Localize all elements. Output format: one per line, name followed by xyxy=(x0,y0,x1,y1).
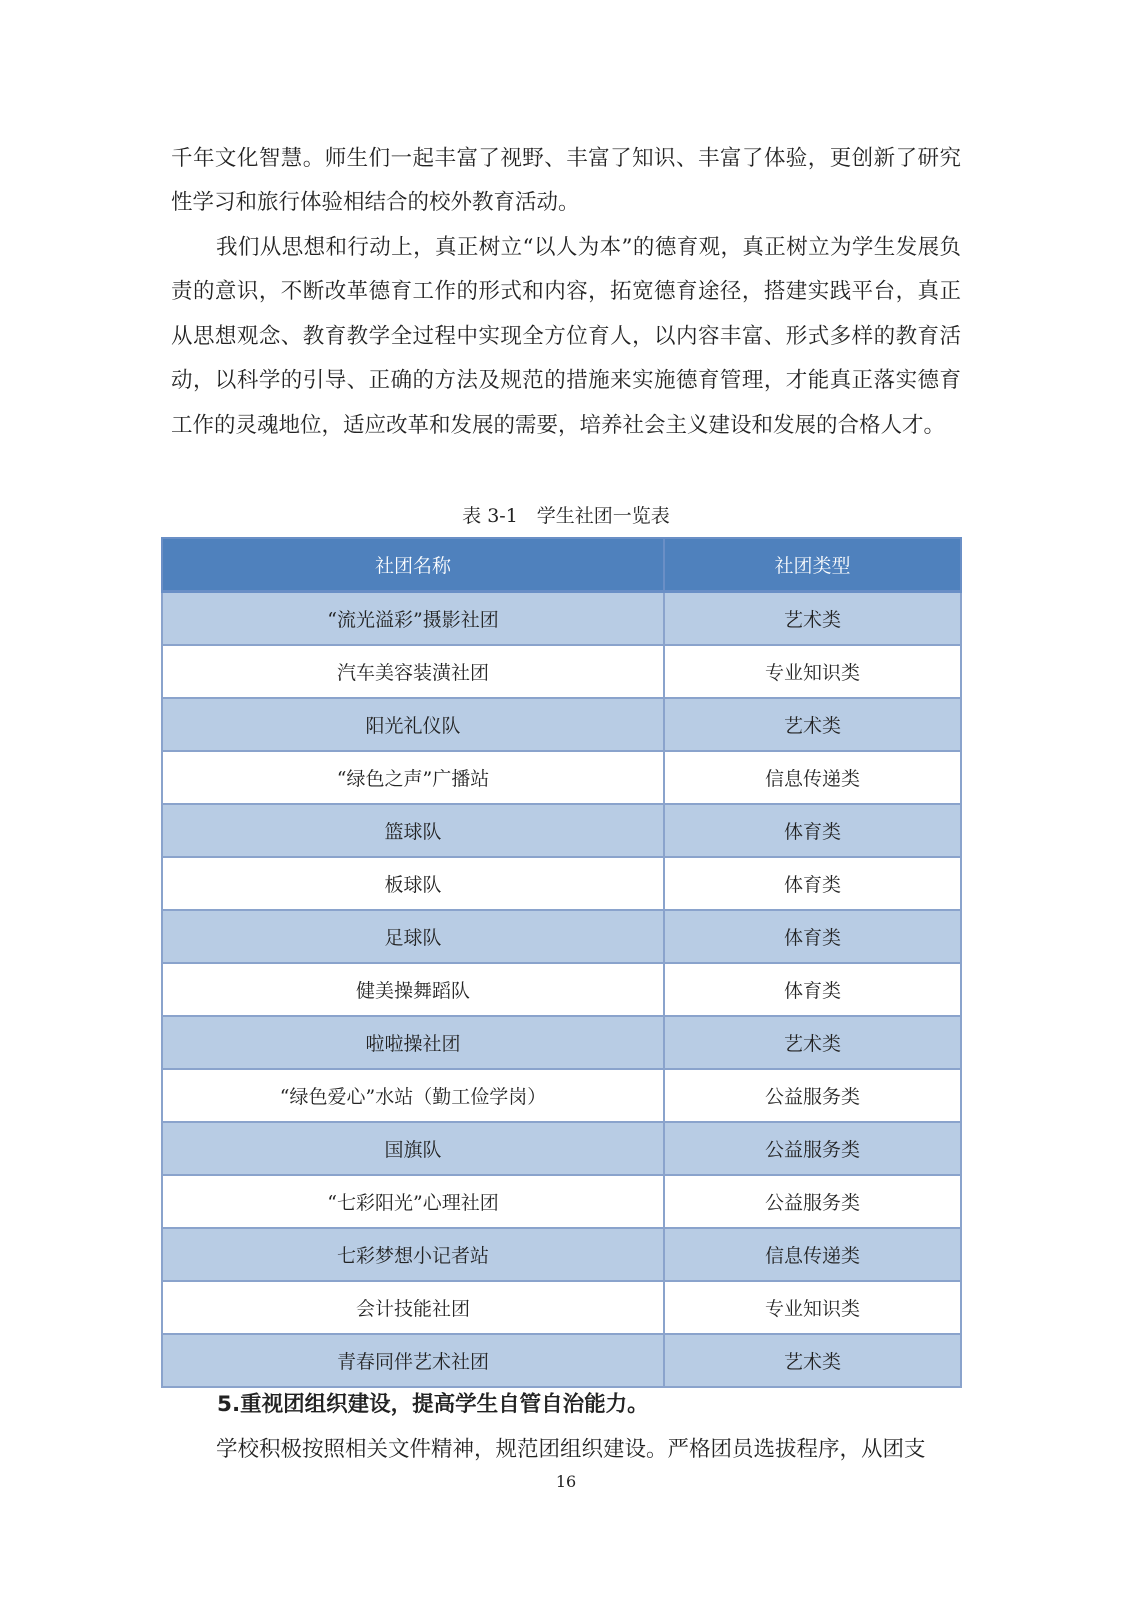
page-number: 16 xyxy=(555,1472,577,1491)
table-row xyxy=(162,1016,961,1069)
table-row xyxy=(162,1281,961,1334)
table-row xyxy=(162,804,961,857)
club-name-cell: “流光溢彩”摄影社团 xyxy=(162,592,664,646)
club-name-cell: 啦啦操社团 xyxy=(162,1016,664,1069)
club-type-cell: 公益服务类 xyxy=(664,1069,961,1122)
table-caption: 表 3-1 学生社团一览表 xyxy=(462,505,670,527)
table-row xyxy=(162,857,961,910)
club-name-cell: “绿色之声”广播站 xyxy=(162,751,664,804)
club-type-cell: 公益服务类 xyxy=(664,1122,961,1175)
paragraph-3: 学校积极按照相关文件精神，规范团组织建设。严格团员选拔程序，从团支 xyxy=(216,1437,926,1462)
club-name-cell: 国旗队 xyxy=(162,1122,664,1175)
club-type-cell: 艺术类 xyxy=(664,1016,961,1069)
table-row xyxy=(162,963,961,1016)
table-row xyxy=(162,1228,961,1281)
club-type-cell: 信息传递类 xyxy=(664,751,961,804)
club-name-cell: 篮球队 xyxy=(162,804,664,857)
club-type-cell: 信息传递类 xyxy=(664,1228,961,1281)
club-name-cell: 七彩梦想小记者站 xyxy=(162,1228,664,1281)
club-name-cell: 足球队 xyxy=(162,910,664,963)
club-name-cell: 健美操舞蹈队 xyxy=(162,963,664,1016)
club-table xyxy=(161,537,962,1388)
club-type-cell: 体育类 xyxy=(664,857,961,910)
club-name-cell: 阳光礼仪队 xyxy=(162,698,664,751)
club-name-cell: 会计技能社团 xyxy=(162,1281,664,1334)
club-type-cell: 艺术类 xyxy=(664,592,961,646)
table-row xyxy=(162,1122,961,1175)
club-type-cell: 专业知识类 xyxy=(664,645,961,698)
table-header-row xyxy=(162,538,961,592)
table-row xyxy=(162,645,961,698)
club-name-cell: 青春同伴艺术社团 xyxy=(162,1334,664,1387)
table-row xyxy=(162,1175,961,1228)
table-row xyxy=(162,1334,961,1387)
table-row xyxy=(162,910,961,963)
club-type-cell: 艺术类 xyxy=(664,1334,961,1387)
paragraph-2: 我们从思想和行动上，真正树立“以人为本”的德育观，真正树立为学生发展负责的意识，不断改革德育工作的形式和内容，拓宽德育途径，搭建实践平台，真正从思想观念、教育教学全过程中实现全方位育人，以内容丰富、形式多样的教育活动，以科学的引导、正确的方法及规范的措施来实施德育管理，才能真正落实德育工作的灵魂地位，适应改革和发展的需要，培养社会主义建设和发展的合格人才。 xyxy=(171,235,961,438)
club-type-cell: 体育类 xyxy=(664,963,961,1016)
header-club-type: 社团类型 xyxy=(664,538,961,592)
table-row xyxy=(162,751,961,804)
table-row xyxy=(162,698,961,751)
header-club-name: 社团名称 xyxy=(162,538,664,592)
club-type-cell: 体育类 xyxy=(664,804,961,857)
club-name-cell: 汽车美容装潢社团 xyxy=(162,645,664,698)
section-heading: 5.重视团组织建设，提高学生自管自治能力。 xyxy=(217,1392,649,1417)
table-row xyxy=(162,592,961,646)
club-name-cell: “绿色爱心”水站（勤工俭学岗） xyxy=(162,1069,664,1122)
paragraph-1: 千年文化智慧。师生们一起丰富了视野、丰富了知识、丰富了体验，更创新了研究性学习和旅行体验相结合的校外教育活动。 xyxy=(171,146,961,216)
club-type-cell: 艺术类 xyxy=(664,698,961,751)
table-row xyxy=(162,1069,961,1122)
club-name-cell: “七彩阳光”心理社团 xyxy=(162,1175,664,1228)
club-type-cell: 公益服务类 xyxy=(664,1175,961,1228)
club-type-cell: 专业知识类 xyxy=(664,1281,961,1334)
club-name-cell: 板球队 xyxy=(162,857,664,910)
club-type-cell: 体育类 xyxy=(664,910,961,963)
